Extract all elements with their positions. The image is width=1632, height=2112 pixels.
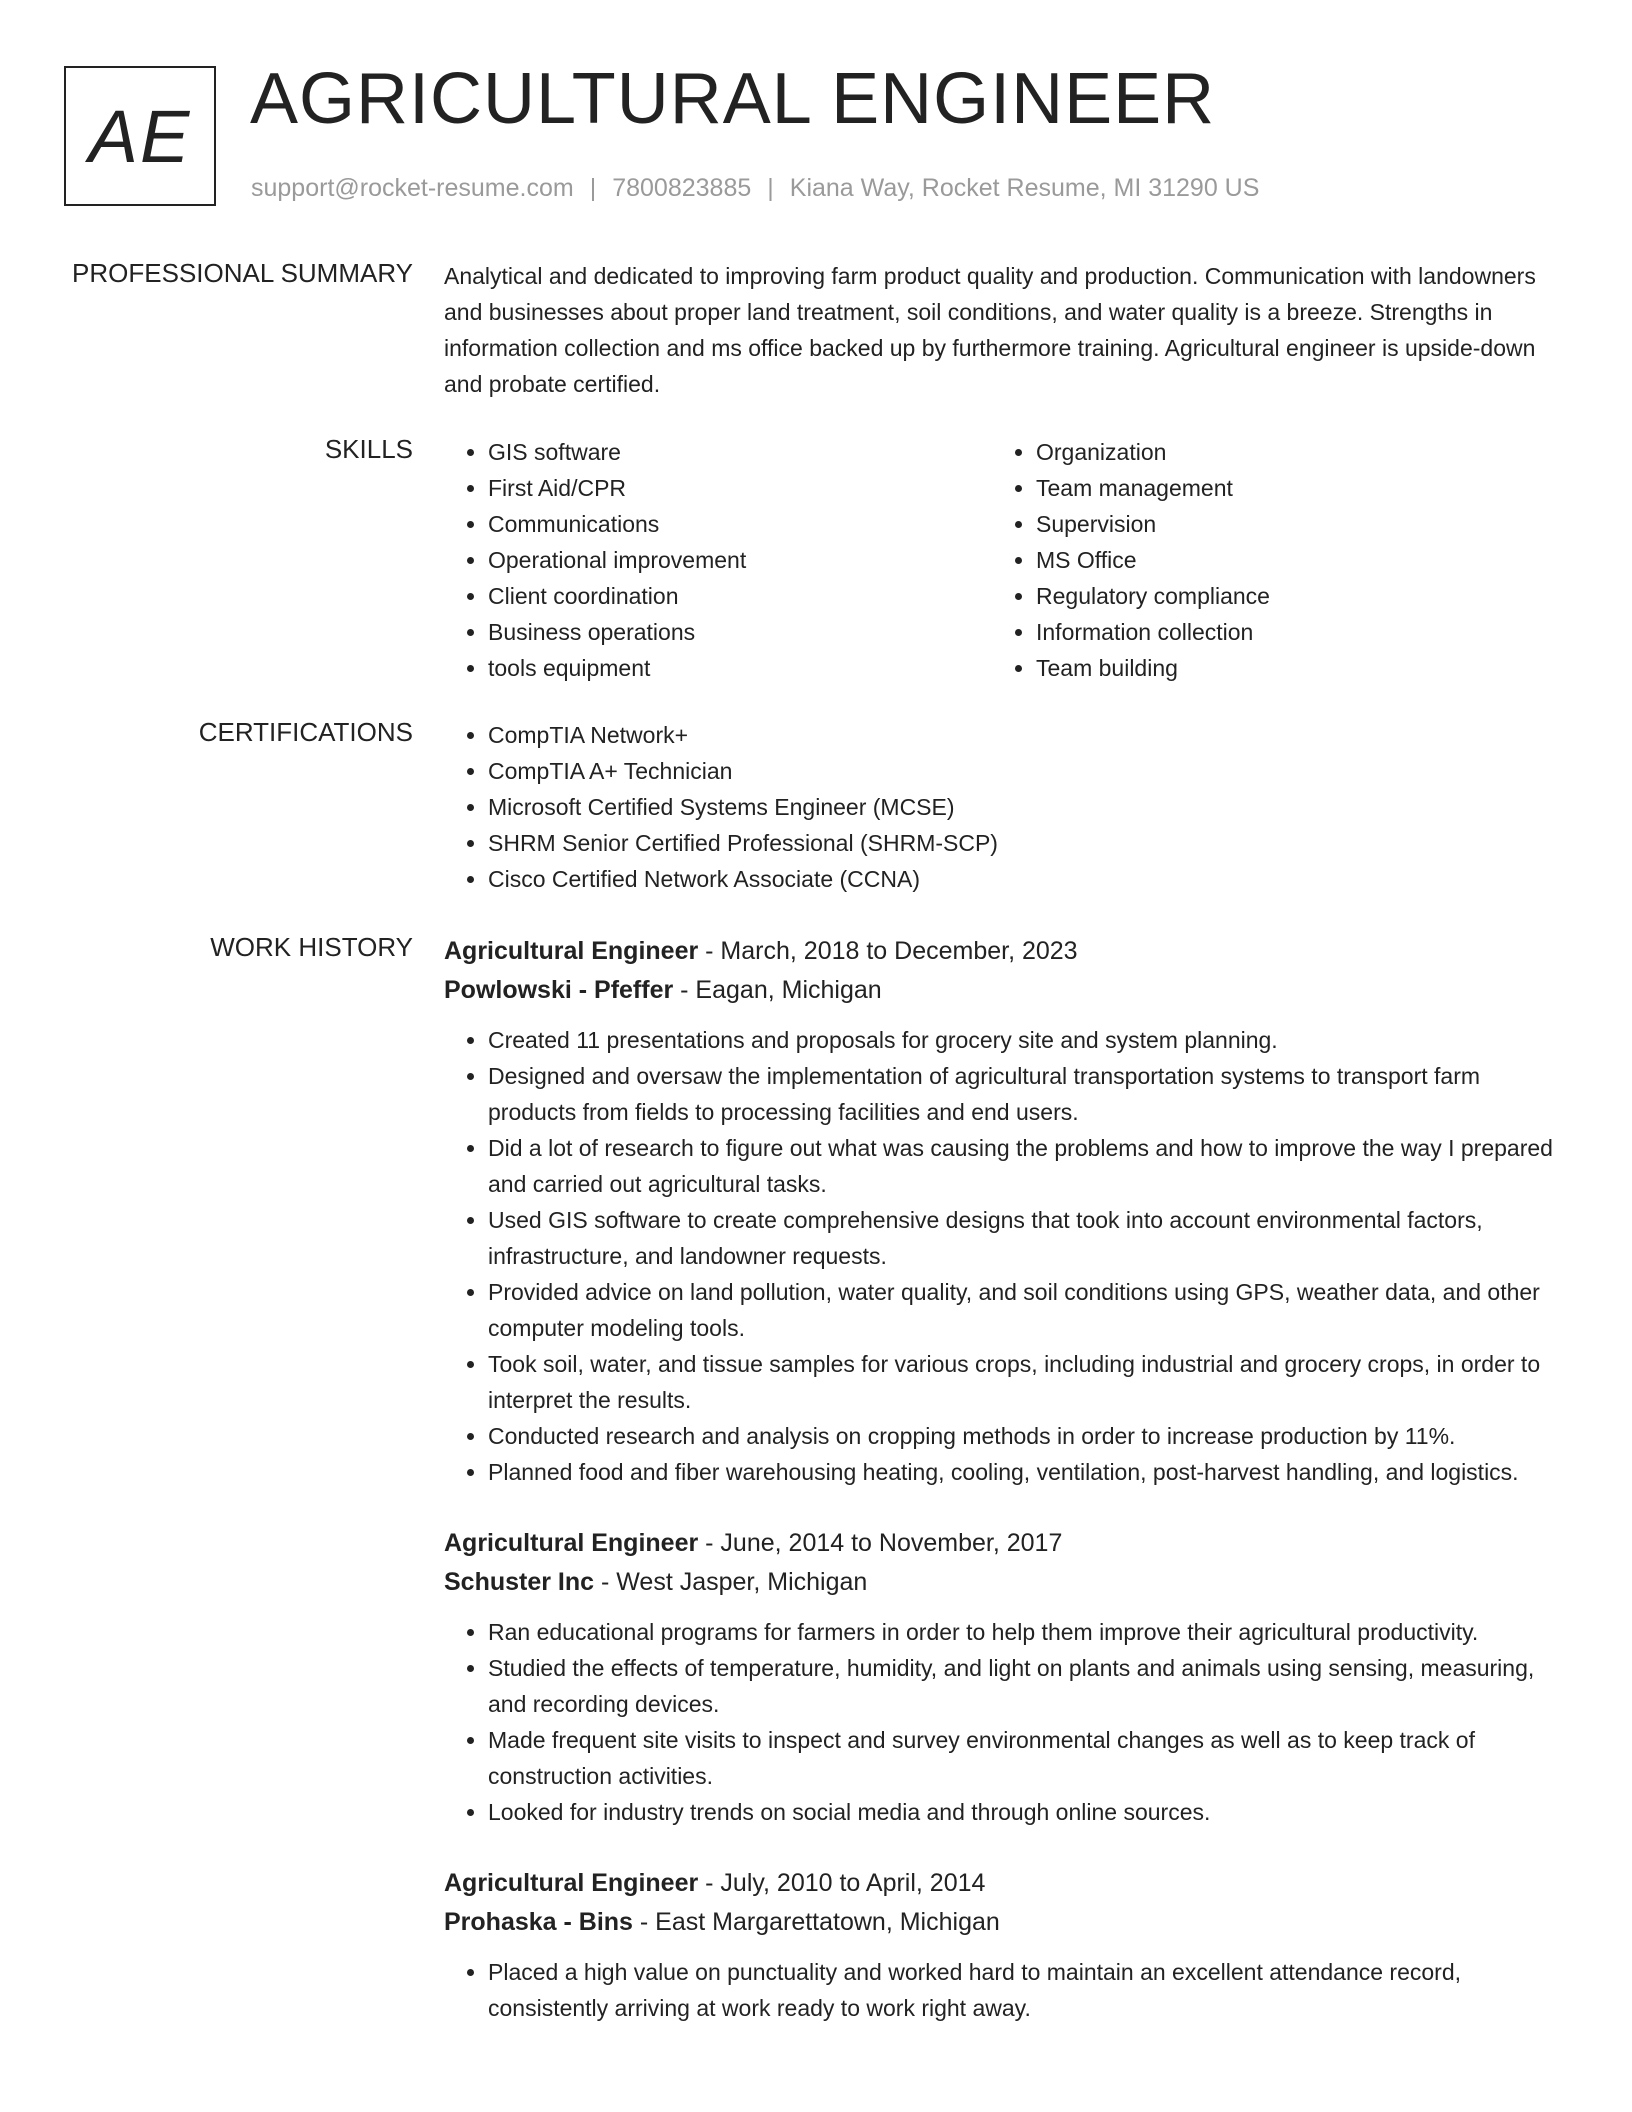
- job-duty: • Used GIS software to create comprehensive designs that took into account environmental factors, infrastructure, and landowner requests.: [488, 1202, 1564, 1274]
- skills-body: [444, 434, 1564, 686]
- job-duty: • Ran educational programs for farmers in order to help them improve their agricultural productivity.: [488, 1614, 1564, 1650]
- job-entry: [444, 1864, 1564, 2026]
- skill-item: • First Aid/CPR: [488, 470, 992, 506]
- job-duty: • Placed a high value on punctuality and worked hard to maintain an excellent attendance record, consistently arriving at work ready to work right away.: [488, 1954, 1564, 2026]
- job-location: - West Jasper, Michigan: [594, 1568, 868, 1596]
- skill-item: • Regulatory compliance: [1036, 578, 1540, 614]
- job-title: Agricultural Engineer: [444, 937, 699, 965]
- job-duty: • Took soil, water, and tissue samples for various crops, including industrial and grocery crops, in order to interpret the results.: [488, 1346, 1564, 1418]
- job-duty: • Did a lot of research to figure out what was causing the problems and how to improve the way I prepared and carried out agricultural tasks.: [488, 1130, 1564, 1202]
- job-company: Prohaska - Bins: [444, 1908, 633, 1936]
- certification-item: • CompTIA Network+: [488, 717, 1564, 753]
- skill-item: • tools equipment: [488, 650, 992, 686]
- skill-item: • Client coordination: [488, 578, 992, 614]
- job-company: Schuster Inc: [444, 1568, 595, 1596]
- job-duty: • Conducted research and analysis on cropping methods in order to increase production by 11%.: [488, 1418, 1564, 1454]
- skills-list-left: [444, 434, 992, 686]
- skills-column-left: [444, 434, 992, 686]
- job-company: Powlowski - Pfeffer: [444, 976, 674, 1004]
- job-duty: • Studied the effects of temperature, humidity, and light on plants and animals using sensing, measuring, and recording devices.: [488, 1650, 1564, 1722]
- work-history-heading: WORK HISTORY: [210, 932, 413, 962]
- job-entry: [444, 1524, 1564, 1830]
- work-history-body: [444, 932, 1564, 2060]
- skills-heading: SKILLS: [324, 434, 413, 464]
- job-duties-list: [444, 1954, 1564, 2026]
- job-title: Agricultural Engineer: [444, 1869, 699, 1897]
- certifications-heading: CERTIFICATIONS: [198, 717, 413, 747]
- certification-item: • SHRM Senior Certified Professional (SHRM-SCP): [488, 825, 1564, 861]
- contact-phone: 7800823885: [612, 174, 752, 202]
- contact-address: Kiana Way, Rocket Resume, MI 31290 US: [789, 174, 1260, 202]
- skill-item: • Information collection: [1036, 614, 1540, 650]
- contact-email: support@rocket-resume.com: [251, 174, 574, 202]
- job-duty: • Created 11 presentations and proposals for grocery site and system planning.: [488, 1022, 1564, 1058]
- job-title: Agricultural Engineer: [444, 1529, 699, 1557]
- job-title-line: [444, 932, 1564, 971]
- certification-item: • Microsoft Certified Systems Engineer (MCSE): [488, 789, 1564, 825]
- skill-item: • GIS software: [488, 434, 992, 470]
- contact-separator: |: [767, 174, 774, 202]
- monogram-badge: [64, 66, 216, 206]
- summary-text: Analytical and dedicated to improving farm product quality and production. Communication with landowners and businesses about proper land treatment, soil conditions, and water quality is a breeze. Strengths in information collection and ms office backed up by furthermore training. Agricultural engineer is upside-down and probate certified.: [444, 263, 1536, 397]
- skill-item: • MS Office: [1036, 542, 1540, 578]
- job-duty: • Designed and oversaw the implementation of agricultural transportation systems to transport farm products from fields to processing facilities and end users.: [488, 1058, 1564, 1130]
- job-dates: - March, 2018 to December, 2023: [698, 937, 1078, 965]
- summary-heading: PROFESSIONAL SUMMARY: [72, 258, 413, 288]
- job-duties-list: [444, 1614, 1564, 1830]
- job-duties-list: [444, 1022, 1564, 1490]
- skill-item: • Team management: [1036, 470, 1540, 506]
- job-duty: • Looked for industry trends on social media and through online sources.: [488, 1794, 1564, 1830]
- skills-list-right: [992, 434, 1540, 686]
- certification-item: • Cisco Certified Network Associate (CCNA): [488, 861, 1564, 897]
- job-entry: [444, 932, 1564, 1490]
- job-company-line: [444, 1563, 1564, 1602]
- job-company-line: [444, 971, 1564, 1010]
- certification-item: • CompTIA A+ Technician: [488, 753, 1564, 789]
- job-title-line: [444, 1524, 1564, 1563]
- skill-item: • Business operations: [488, 614, 992, 650]
- resume-title: AGRICULTURAL ENGINEER: [250, 59, 1216, 139]
- summary-body: [444, 258, 1564, 402]
- job-dates: - June, 2014 to November, 2017: [698, 1529, 1063, 1557]
- contact-separator: |: [589, 174, 597, 202]
- job-duty: • Planned food and fiber warehousing heating, cooling, ventilation, post-harvest handling, and logistics.: [488, 1454, 1564, 1490]
- job-duty: • Made frequent site visits to inspect and survey environmental changes as well as to keep track of construction activities.: [488, 1722, 1564, 1794]
- job-location: - East Margarettatown, Michigan: [632, 1908, 1000, 1936]
- job-duty: • Provided advice on land pollution, water quality, and soil conditions using GPS, weather data, and other computer modeling tools.: [488, 1274, 1564, 1346]
- monogram-initials: AE: [88, 94, 192, 178]
- certifications-list: [444, 717, 1564, 897]
- skill-item: • Supervision: [1036, 506, 1540, 542]
- skill-item: • Organization: [1036, 434, 1540, 470]
- skill-item: • Communications: [488, 506, 992, 542]
- job-company-line: [444, 1903, 1564, 1942]
- certifications-body: [444, 717, 1564, 897]
- contact-line: [251, 174, 1259, 203]
- skill-item: • Team building: [1036, 650, 1540, 686]
- job-dates: - July, 2010 to April, 2014: [698, 1869, 986, 1897]
- job-title-line: [444, 1864, 1564, 1903]
- job-location: - Eagan, Michigan: [673, 976, 882, 1004]
- skill-item: • Operational improvement: [488, 542, 992, 578]
- skills-column-right: [992, 434, 1540, 686]
